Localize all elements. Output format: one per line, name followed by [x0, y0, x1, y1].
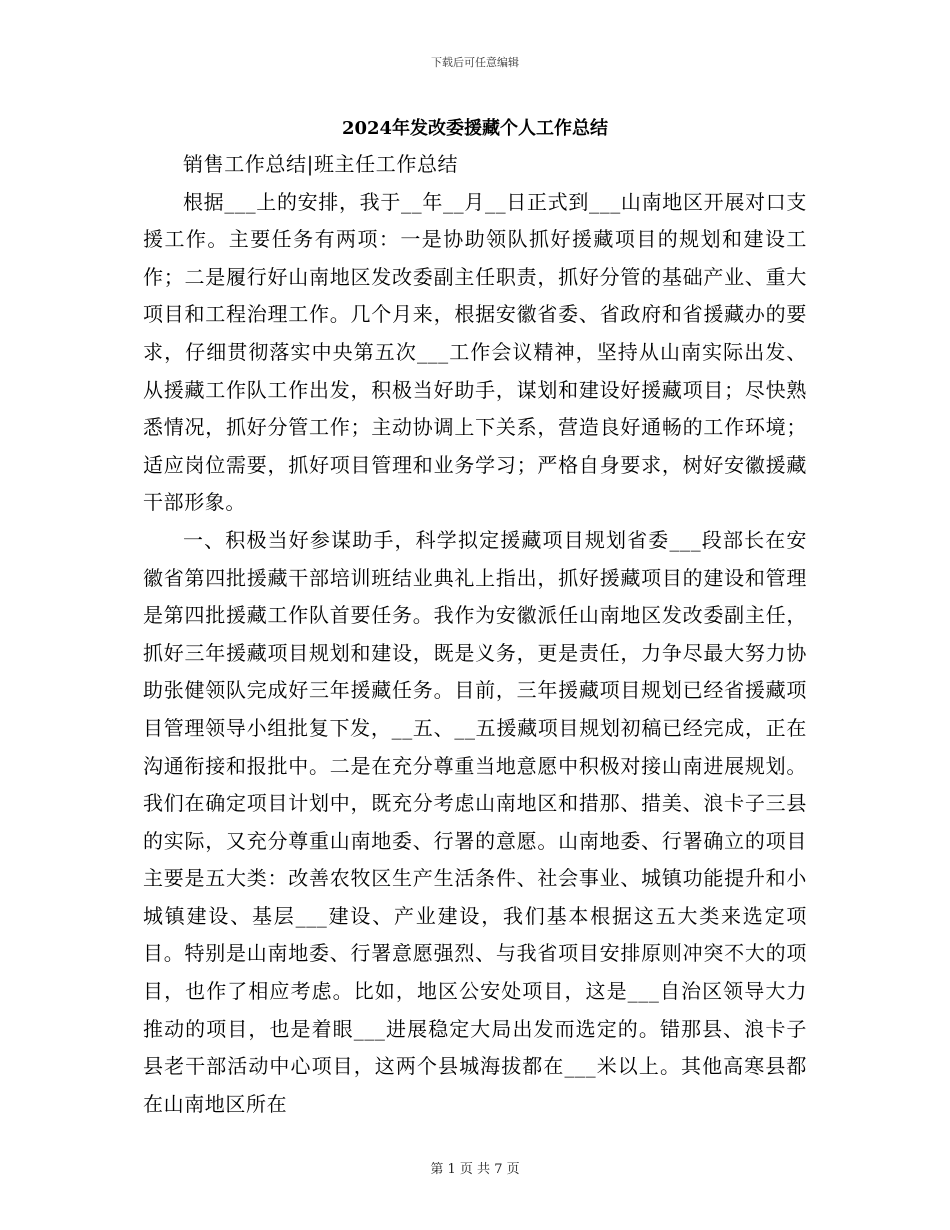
paragraph-subtitle: 销售工作总结|班主任工作总结 — [183, 152, 459, 176]
paragraph-section-one: 一、积极当好参谋助手，科学拟定援藏项目规划省委___段部长在安徽省第四批援藏干部培训班结业典礼上指出，抓好援藏项目的建设和管理是第四批援藏工作队首要任务。我作为安徽派任山南地区发改委副主任，抓好三年援藏项目规划和建设，既是义务，更是责任，力争尽最大努力协助张健领队完成好三年援藏任务。目前，三年援藏项目规划已经省援藏项目管理领导小组批复下发，__五、__五援藏项目规划初稿已经完成，正在沟通衔接和报批中。二是在充分尊重当地意愿中积极对接山南进展规划。我们在确定项目计划中，既充分考虑山南地区和措那、措美、浪卡子三县的实际，又充分尊重山南地委、行署的意愿。山南地委、行署确立的项目主要是五大类：改善农牧区生产生活条件、社会事业、城镇功能提升和小城镇建设、基层___建设、产业建设，我们基本根据这五大类来选定项目。特别是山南地委、行署意愿强烈、与我省项目安排原则冲突不大的项目，也作了相应考虑。比如，地区公安处项目，这是___自治区领导大力推动的项目，也是着眼___进展稳定大局出发而选定的。错那县、浪卡子县老干部活动中心项目，这两个县城海拔都在___米以上。其他高寒县都在山南地区所在 — [143, 527, 807, 1116]
paragraph-intro: 根据___上的安排，我于__年__月__日正式到___山南地区开展对口支援工作。主要任务有两项：一是协助领队抓好援藏项目的规划和建设工作；二是履行好山南地区发改委副主任职责，抓好分管的基础产业、重大项目和工程治理工作。几个月来，根据安徽省委、省政府和省援藏办的要求，仔细贯彻落实中央第五次___工作会议精神，坚持从山南实际出发、从援藏工作队工作出发，积极当好助手，谋划和建设好援藏项目；尽快熟悉情况，抓好分管工作；主动协调上下关系，营造良好通畅的工作环境；适应岗位需要，抓好项目管理和业务学习；严格自身要求，树好安徽援藏干部形象。 — [143, 189, 807, 515]
document-title: 2024年发改委援藏个人工作总结 — [341, 118, 609, 139]
document-body — [143, 146, 807, 1123]
header-note: 下载后可任意编辑 — [431, 56, 519, 69]
page-number: 第 1 页 共 7 页 — [430, 1162, 520, 1177]
